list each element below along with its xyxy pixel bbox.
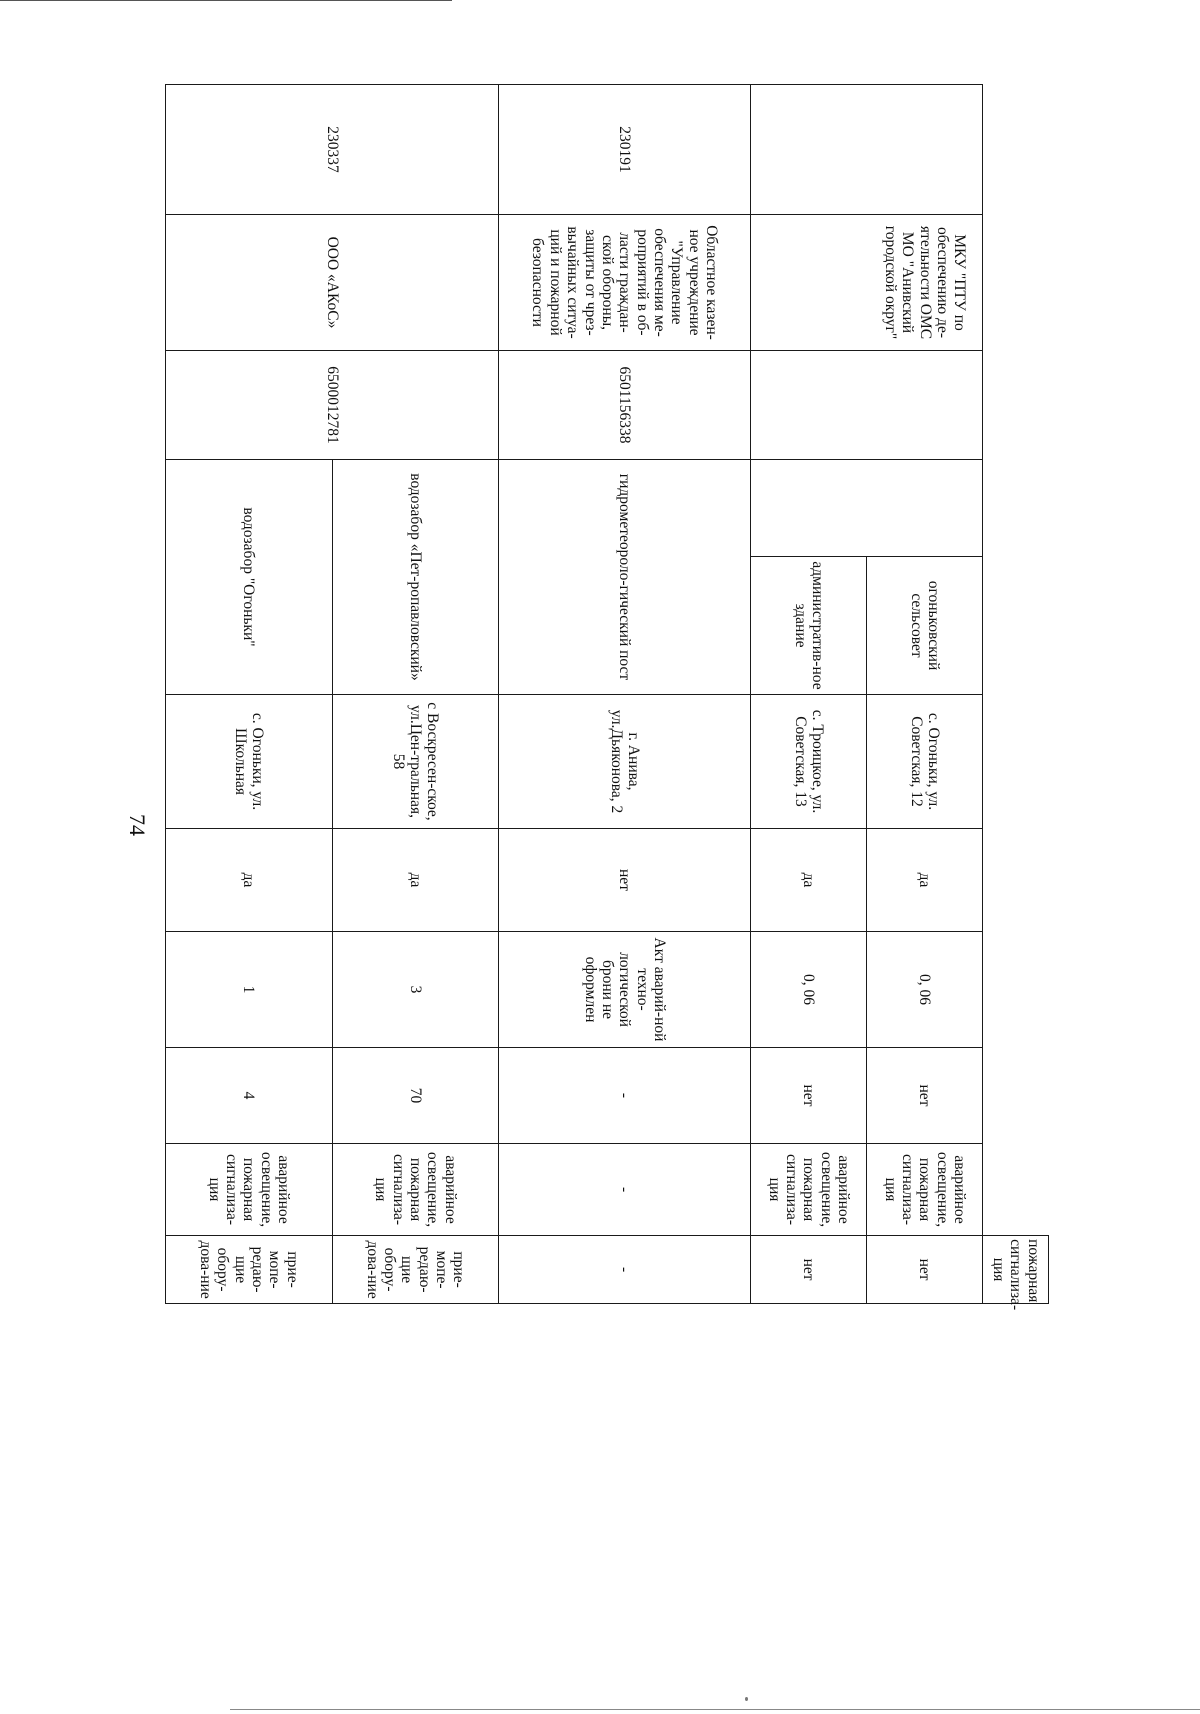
page-number-text: 74	[125, 814, 150, 836]
cell-facility: административ-ное здание	[751, 557, 867, 695]
cell-yesno: да	[867, 829, 983, 932]
cell-blank	[751, 460, 867, 557]
cell-yesno: нет	[499, 829, 751, 932]
scan-edge-line-bottom	[230, 1709, 1200, 1710]
cell-facility: огоньковский сельсовет	[867, 557, 983, 695]
cell-inn	[751, 351, 983, 460]
table-header-fragment-row	[983, 85, 1049, 1304]
table-row	[332, 85, 499, 1304]
cell-address: г. Анива, ул.Дьяконова, 2	[499, 695, 751, 829]
cell-yesno: да	[332, 829, 499, 932]
cell-equipment: прие-мопе-редаю-щие обору-дова-ние	[332, 1236, 499, 1304]
cell-blank	[867, 460, 983, 557]
cell-alarm: аварийное освещение, пожарная сигнализа-ция	[332, 1144, 499, 1236]
cell-value: 1	[166, 932, 333, 1048]
cell-equipment: нет	[751, 1236, 867, 1304]
cell-address: с. Огоньки, ул. Советская, 12	[867, 695, 983, 829]
cell-value: 3	[332, 932, 499, 1048]
scan-speck	[745, 1697, 748, 1701]
cell-code	[751, 85, 983, 215]
cell-value: 0, 06	[867, 932, 983, 1048]
cell-facility: водозабор «Пет-ропавловский»	[332, 460, 499, 695]
page-number	[125, 814, 150, 836]
cell-organization: МКУ "ПТУ по обеспечению де-ятельности ОМС МО "Анивский городской округ"	[751, 215, 983, 351]
rotated-table-area	[165, 84, 1049, 1311]
cell-alarm: аварийное освещение, пожарная сигнализа-ция	[751, 1144, 867, 1236]
cell-code: 230191	[499, 85, 751, 215]
cell-count: нет	[867, 1048, 983, 1144]
cell-count: 70	[332, 1048, 499, 1144]
cell-organization: ООО «АКоС»	[166, 215, 499, 351]
cell-facility: гидрометеороло-гический пост	[499, 460, 751, 695]
cell-alarm: -	[499, 1144, 751, 1236]
cell-value: Акт аварий-ной техно-логической брони не оформлен	[499, 932, 751, 1048]
cell-organization: Областное казен-ное учреждение "Управление обеспечения ме-роприятий в об-ласти граждан-ской обороны, защиты от чрез-вычайных ситуа-ций и пожарной безопасности	[499, 215, 751, 351]
cell-equipment: прие-мопе-редаю-щие обору-дова-ние	[166, 1236, 333, 1304]
cell-count: 4	[166, 1048, 333, 1144]
cell-yesno: да	[751, 829, 867, 932]
cell-count: -	[499, 1048, 751, 1144]
table-row	[867, 85, 983, 1304]
cell-address: с. Огоньки, ул. Школьная	[166, 695, 333, 829]
scan-edge-line-top	[0, 0, 452, 1]
cell-alarm: аварийное освещение, пожарная сигнализа-ция	[867, 1144, 983, 1236]
cell-value: 0, 06	[751, 932, 867, 1048]
cell-code: 230337	[166, 85, 499, 215]
cell-inn: 6501156338	[499, 351, 751, 460]
header-cell-alarm: пожарная сигнализа-ция	[983, 1236, 1049, 1304]
cell-address: с Воскресен-ское, ул.Цен-тральная, 58	[332, 695, 499, 829]
table-row	[499, 85, 751, 1304]
cell-equipment: нет	[867, 1236, 983, 1304]
cell-inn: 6500012781	[166, 351, 499, 460]
cell-count: нет	[751, 1048, 867, 1144]
facility-table	[165, 84, 1049, 1311]
cell-alarm: аварийное освещение, пожарная сигнализа-ция	[166, 1144, 333, 1236]
cell-facility: водозабор "Огоньки"	[166, 460, 333, 695]
cell-equipment: -	[499, 1236, 751, 1304]
cell-address: с. Троицкое, ул. Советская, 13	[751, 695, 867, 829]
cell-yesno: да	[166, 829, 333, 932]
